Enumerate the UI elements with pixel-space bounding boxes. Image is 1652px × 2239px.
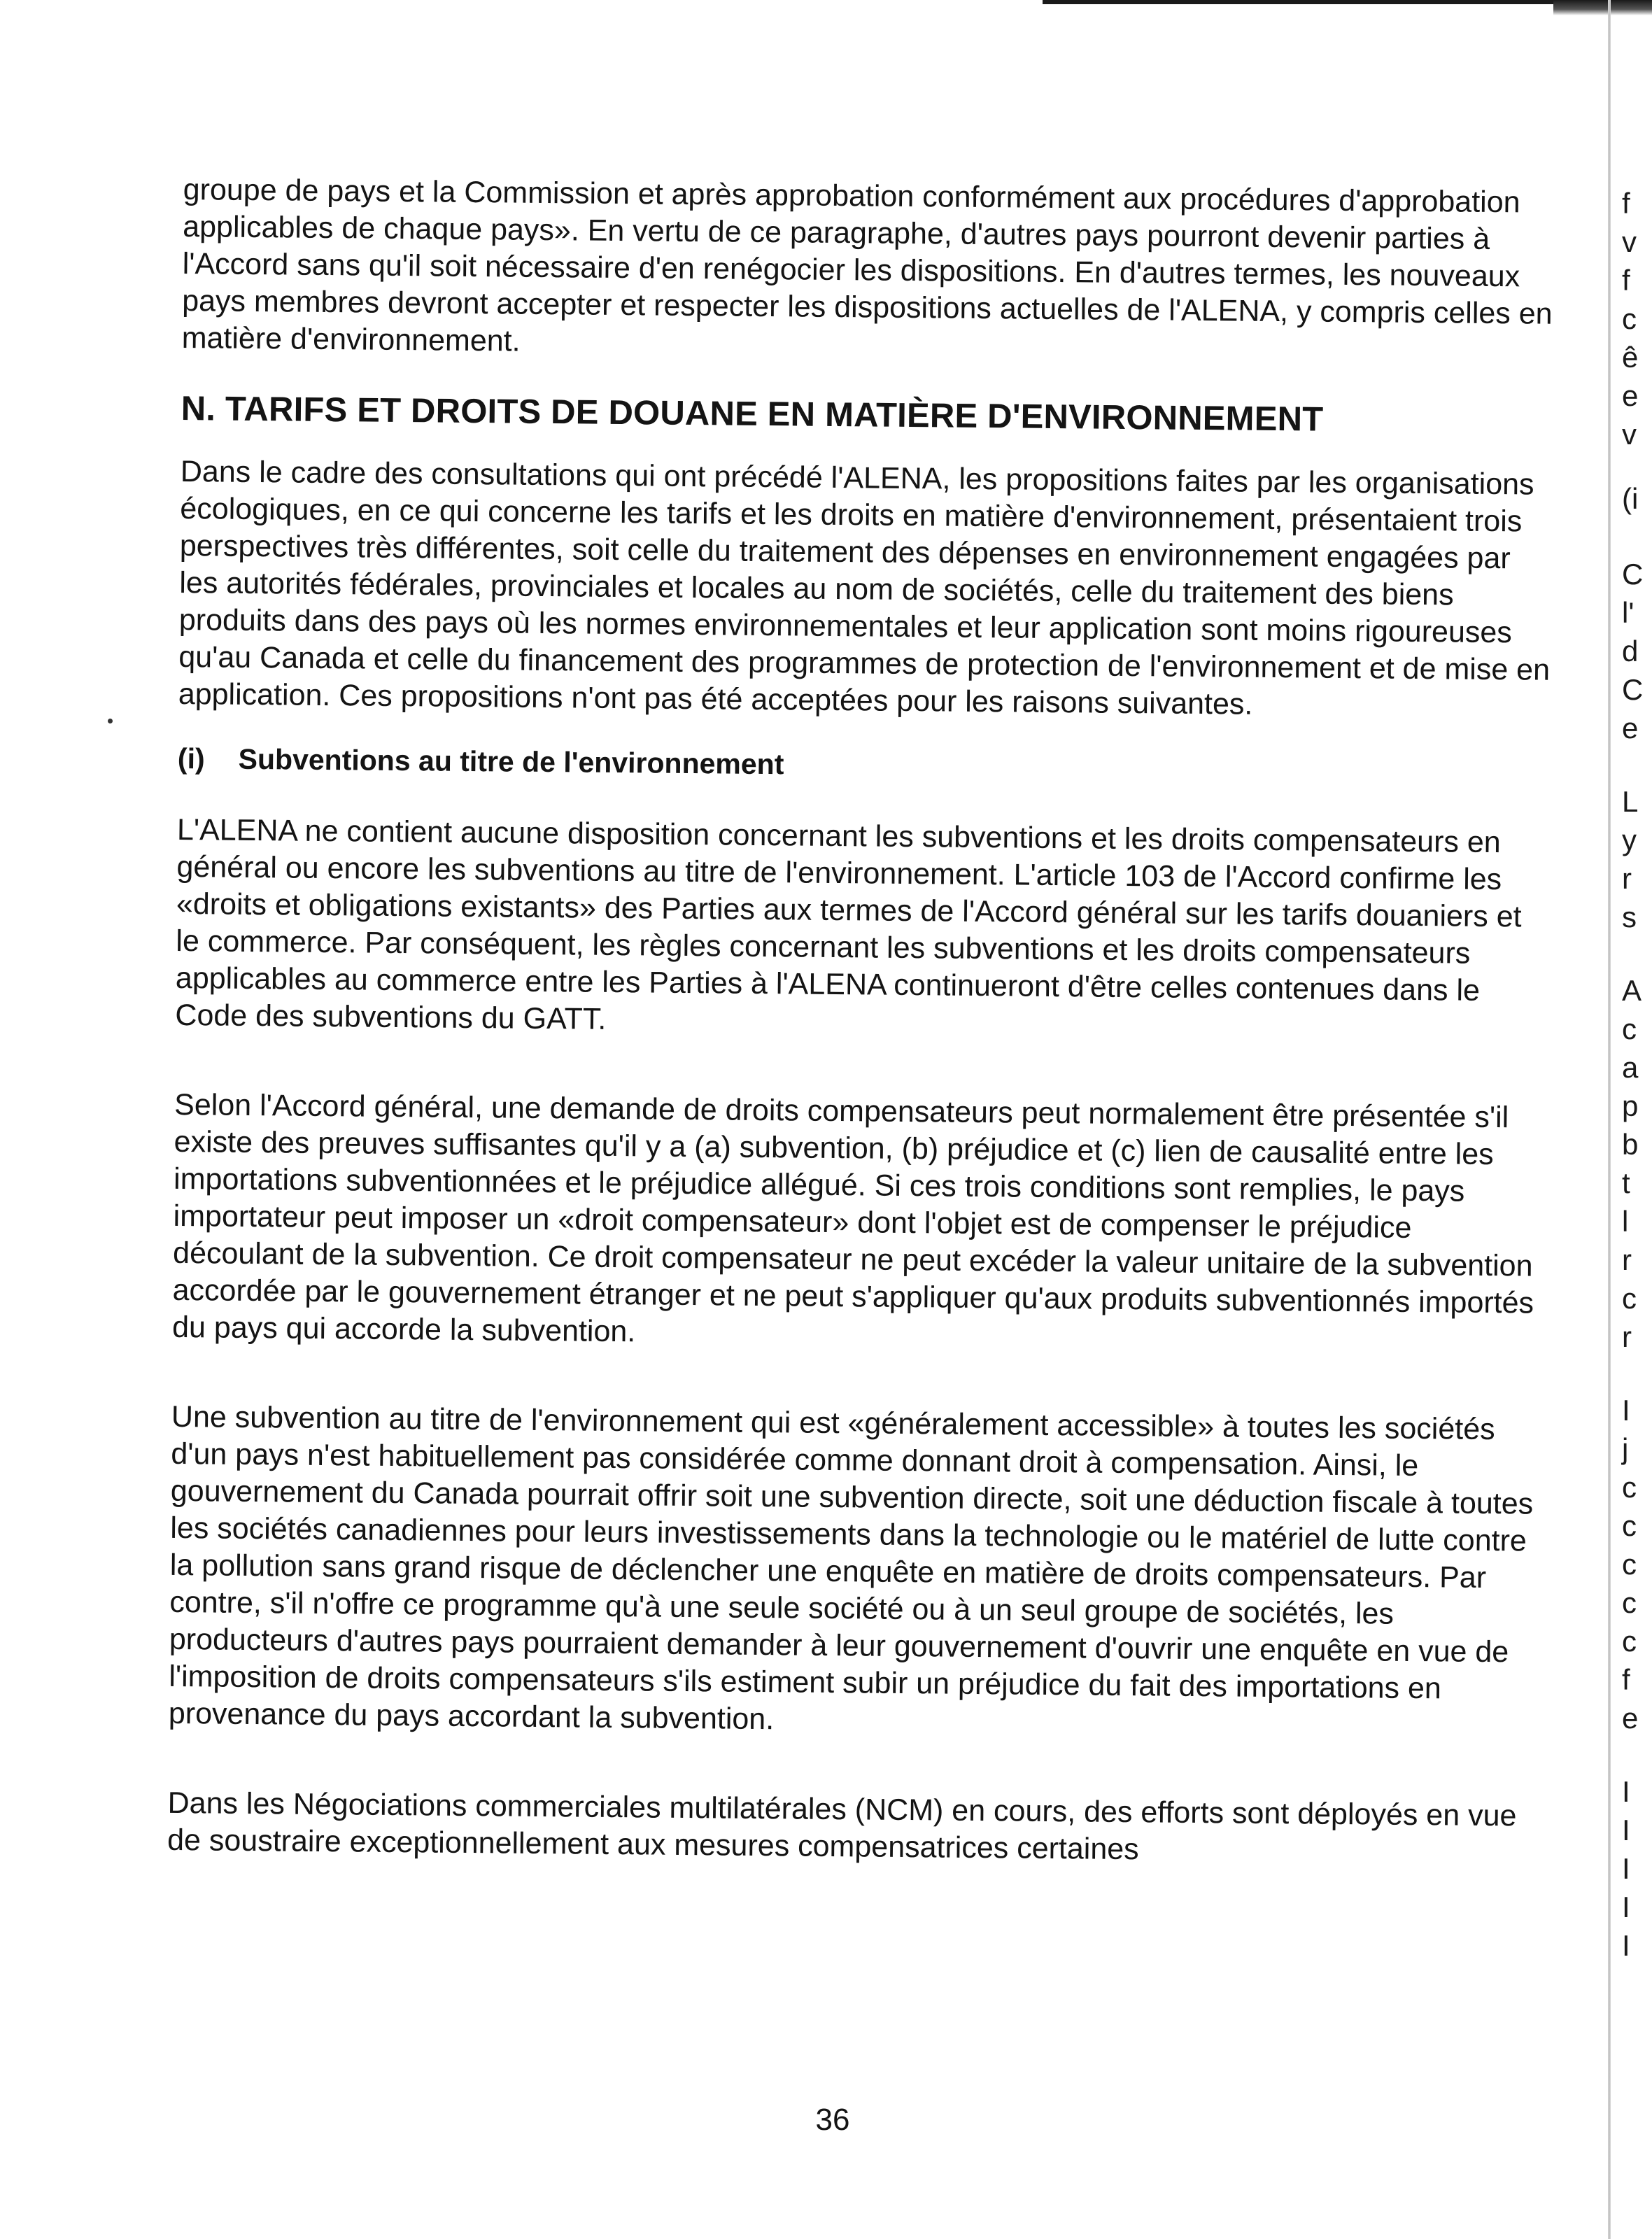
edge-letter: l' (1622, 596, 1635, 629)
edge-letter: j (1622, 1432, 1629, 1465)
scan-speck (108, 719, 113, 723)
subsection-heading (178, 742, 1549, 789)
edge-letter: r (1622, 1320, 1632, 1353)
edge-letter: f (1622, 264, 1630, 297)
edge-letter: C (1622, 558, 1644, 591)
section-heading: N. TARIFS ET DROITS DE DOUANE EN MATIÈRE D'ENVIRONNEMENT (181, 389, 1324, 439)
edge-letter: I (1622, 1852, 1630, 1885)
edge-letter: v (1622, 418, 1637, 451)
paragraph-1: groupe de pays et la Commission et après approbation conformément aux procédures d'approbation applicables de chaque pays». En vertu de ce paragraphe, d'autres pays pourront devenir parties à l'Accord sans qu'il soit nécessaire d'en renégocier les dispositions. En d'autres termes, les nouveaux pays membres devront accepter et respecter les dispositions actuelles de l'ALENA, y compris celles en matière d'environnement. (181, 172, 1553, 358)
edge-letter: f (1622, 187, 1630, 220)
edge-letter: e (1622, 1702, 1639, 1735)
text-column (167, 171, 1555, 1872)
edge-letter: t (1622, 1166, 1630, 1199)
paragraph-4: Selon l'Accord général, une demande de droits compensateurs peut normalement être présentée s'il existe des preuves suffisantes qu'il y a (a) subvention, (b) préjudice et (c) lien de causalité entre les importations subventionnées et le préjudice allégué. Si ces trois conditions sont remplies, le pays importateur peut imposer un «droit compensateur» dont l'objet est de compenser le préjudice découlant de la subvention. Ce droit compensateur ne peut excéder la valeur unitaire de la subvention accordée par le gouvernement étranger et ne peut s'appliquer qu'aux produits subventionnés importés du pays qui accorde la subvention. (171, 1087, 1534, 1349)
edge-letter: c (1622, 1282, 1637, 1315)
next-page-edge (1616, 0, 1652, 2239)
edge-letter: e (1622, 379, 1639, 412)
edge-letter: L (1622, 785, 1639, 818)
edge-letter: d (1622, 635, 1639, 668)
edge-letter: I (1622, 1775, 1630, 1808)
edge-letter: c (1622, 1548, 1637, 1581)
edge-letter: f (1622, 1663, 1630, 1696)
edge-letter: a (1622, 1051, 1639, 1084)
edge-letter: I (1622, 1891, 1630, 1923)
paragraph-6: Dans les Négociations commerciales multilatérales (NCM) en cours, des efforts sont déployés en vue de soustraire exceptionnellement aux mesures compensatrices certaines (167, 1786, 1517, 1867)
edge-letter: e (1622, 712, 1639, 744)
edge-letter: v (1622, 225, 1637, 258)
edge-letter: c (1622, 302, 1637, 335)
edge-letter: ê (1622, 341, 1639, 374)
edge-letter: c (1622, 1625, 1637, 1658)
page-number: 36 (815, 2103, 850, 2137)
edge-letter: s (1622, 900, 1637, 933)
edge-letter: y (1622, 824, 1637, 856)
edge-letter: c (1622, 1509, 1637, 1542)
edge-letter: r (1622, 862, 1632, 895)
edge-letter: c (1622, 1471, 1637, 1504)
edge-letter: I (1622, 1394, 1630, 1427)
edge-letter: r (1622, 1243, 1632, 1276)
subsection-number: (i) (177, 742, 205, 775)
paragraph-5: Une subvention au titre de l'environnement qui est «généralement accessible» à toutes les sociétés d'un pays n'est habituellement pas considérée comme donnant droit à compensation. Ainsi, le gouvernement du Canada pourrait offrir soit une subvention directe, soit une déduction fiscale à toutes les sociétés canadiennes pour leurs investissements dans la technologie ou le matériel de lutte contre la pollution sans grand risque de déclencher une enquête en matière de droits compensateurs. Par contre, s'il n'offre ce programme qu'à une seule société ou à un seul groupe de sociétés, les producteurs d'autres pays pourraient demander à leur gouvernement d'ouvrir une enquête en vue de l'imposition de droits compensateurs s'ils estiment subir un préjudice du fait des importations en provenance du pays accordant la subvention. (168, 1399, 1534, 1737)
paragraph-3: L'ALENA ne contient aucune disposition concernant les subventions et les droits compensateurs en général ou encore les subventions au titre de l'environnement. L'article 103 de l'Accord confirme les «droits et obligations existants» des Parties aux termes de l'Accord général sur les tarifs douaniers et le commerce. Par conséquent, les règles concernant les subventions et les droits compensateurs applicables au commerce entre les Parties à l'ALENA continueront d'être celles contenues dans le Code des subventions du GATT. (175, 812, 1522, 1036)
edge-letter: A (1622, 974, 1642, 1007)
edge-letter: c (1622, 1012, 1637, 1045)
page-fold (1608, 0, 1611, 2239)
edge-letter: I (1622, 1814, 1630, 1846)
edge-letter: C (1622, 673, 1644, 706)
paragraph-2: Dans le cadre des consultations qui ont précédé l'ALENA, les propositions faites par les organisations écologiques, en ce qui concerne les tarifs et les droits en matière d'environnement, présentaient trois perspectives très différentes, soit celle du traitement des dépenses en environnement engagées par les autorités fédérales, provinciales et locales au nom de sociétés, celle du traitement des biens produits dans des pays où les normes environnementales et leur application sont moins rigoureuses qu'au Canada et celle du financement des programmes de protection de l'environnement et de mise en application. Ces propositions n'ont pas été acceptées pour les raisons suivantes. (178, 454, 1551, 721)
edge-letter: p (1622, 1089, 1639, 1122)
subsection-title: Subventions au titre de l'environnement (238, 742, 784, 781)
edge-letter: c (1622, 1586, 1637, 1619)
edge-letter: l (1622, 1205, 1629, 1238)
edge-letter: I (1622, 1929, 1630, 1962)
edge-letter: (i (1622, 482, 1639, 515)
scan-top-rule (1043, 0, 1616, 4)
edge-letter: b (1622, 1128, 1639, 1161)
